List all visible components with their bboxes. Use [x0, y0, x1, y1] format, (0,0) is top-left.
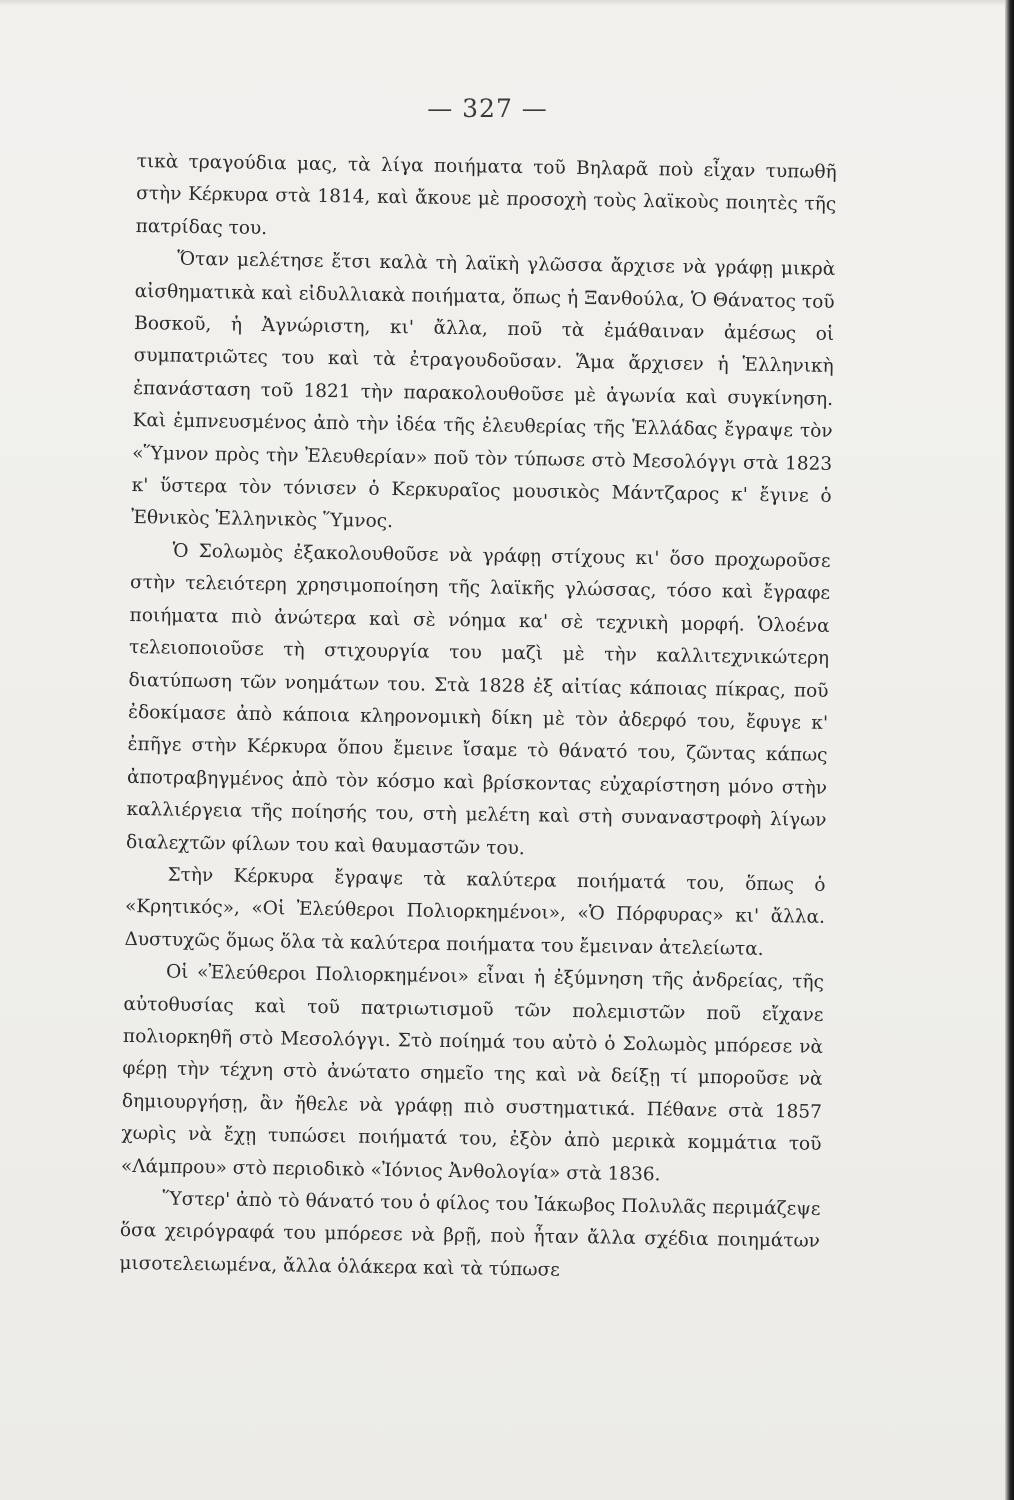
page-right-edge	[1005, 0, 1014, 1500]
paragraph-polylas: Ὕστερ' ἀπὸ τὸ θάνατό του ὁ φίλος του Ἰάκωβος Πολυλᾶς περιμάζεψε ὅσα χειρόγραφά του μπόρεσε νὰ βρῇ, ποὺ ἦταν ἄλλα σχέδια ποιημάτων μισοτελειωμένα, ἄλλα ὁλάκερα καὶ τὰ τύπωσε	[119, 1188, 821, 1281]
page-top-shadow	[0, 0, 1014, 6]
paragraph-folk-language: Ὅταν μελέτησε ἔτσι καλὰ τὴ λαϊκὴ γλῶσσα ἄρχισε νὰ γράφῃ μικρὰ αἰσθηματικὰ καὶ εἰδυλλιακὰ ποιήματα, ὅπως ἡ Ξανθούλα, Ὁ Θάνατος τοῦ Βοσκοῦ, ἡ Ἀγνώριστη, κι' ἄλλα, ποῦ τὰ ἐμάθαιναν ἀμέσως οἱ συμπατριῶτες του καὶ τὰ ἐτραγουδοῦσαν. Ἅμα ἄρχισεν ἡ Ἑλληνικὴ ἐπανάσταση τοῦ 1821 τὴν παρακολουθοῦσε μὲ ἀγωνία καὶ συγκίνηση. Καὶ ἐμπνευσμένος ἀπὸ τὴν ἰδέα τῆς ἐλευθερίας τῆς Ἑλλάδας ἔγραψε τὸν «Ὕμνον πρὸς τὴν Ἐλευθερίαν» ποῦ τὸν τύπωσε στὸ Μεσολόγγι στὰ 1823 κ' ὕστερα τὸν τόνισεν ὁ Κερκυραῖος μουσικὸς Μάντζαρος κ' ἔγινε ὁ Ἐθνικὸς Ἑλληνικὸς Ὕμνος.	[130, 248, 836, 533]
page-number: — 327 —	[427, 94, 548, 123]
paragraph-solomos-verses: Ὁ Σολωμὸς ἐξακολουθοῦσε νὰ γράφῃ στίχους κι' ὅσο προχωροῦσε στὴν τελειότερη χρησιμοποίηση τῆς λαϊκῆς γλώσσας, τόσο καὶ ἔγραφε ποιήματα πιὸ ἀνώτερα καὶ σὲ νόημα κα' σὲ τεχνικὴ μορφή. Ὁλοένα τελειοποιοῦσε τὴ στιχουργία του μαζὶ μὲ τὴν καλλιτεχνικώτερη διατύπωση τῶν νοημάτων του. Στὰ 1828 ἐξ αἰτίας κάποιας πίκρας, ποῦ ἐδοκίμασε ἀπὸ κάποια κληρονομικὴ δίκη μὲ τὸν ἀδερφό του, ἔφυγε κ' ἐπῆγε στὴν Κέρκυρα ὅπου ἔμεινε ἴσαμε τὸ θάνατό του, ζῶντας κάπως ἀποτραβηγμένος ἀπὸ τὸν κόσμο καὶ βρίσκοντας εὐχαρίστηση μόνο στὴν καλλιέργεια τῆς ποίησής του, στὴ μελέτη καὶ στὴ συναναστροφὴ λίγων διαλεχτῶν φίλων του καὶ θαυμαστῶν του.	[125, 540, 831, 859]
paragraph-corfu-poems: Στὴν Κέρκυρα ἔγραψε τὰ καλύτερα ποιήματά του, ὅπως ὁ «Κρητικός», «Οἱ Ἐλεύθεροι Πολιορκημένοι», «Ὁ Πόρφυρας» κι' ἄλλα. Δυστυχῶς ὅμως ὅλα τὰ καλύτερα ποιήματα του ἔμειναν ἀτελείωτα.	[124, 864, 826, 960]
paragraph-free-besieged: Οἱ «Ἐλεύθεροι Πολιορκημένοι» εἶναι ἡ ἐξύμνηση τῆς ἀνδρείας, τῆς αὐτοθυσίας καὶ τοῦ πατριωτισμοῦ τῶν πολεμιστῶν ποῦ εἴχανε πολιορκηθῆ στὸ Μεσολόγγι. Στὸ ποίημά του αὐτὸ ὁ Σολωμὸς μπόρεσε νὰ φέρῃ τὴν τέχνη στὸ ἀνώτατο σημεῖο της καὶ νὰ δείξῃ τί μποροῦσε νὰ δημιουργήσῃ, ἂν ἤθελε νὰ γράφῃ πιὸ συστηματικά. Πέθανε στὰ 1857 χωρὶς νὰ ἔχῃ τυπώσει ποιήματά του, ἐξὸν ἀπὸ μερικὰ κομμάτια τοῦ «Λάμπρου» στὸ περιοδικὸ «Ἰόνιος Ἀνθολογία» στὰ 1836.	[120, 961, 825, 1185]
body-text	[119, 146, 837, 1291]
paragraph-continuation: τικὰ τραγούδια μας, τὰ λίγα ποιήματα τοῦ Βηλαρᾶ ποὺ εἶχαν τυπωθῆ στὴν Κέρκυρα στὰ 1814, καὶ ἄκουε μὲ προσοχὴ τοὺς λαϊκοὺς ποιητὲς τῆς πατρίδας του.	[135, 150, 837, 239]
